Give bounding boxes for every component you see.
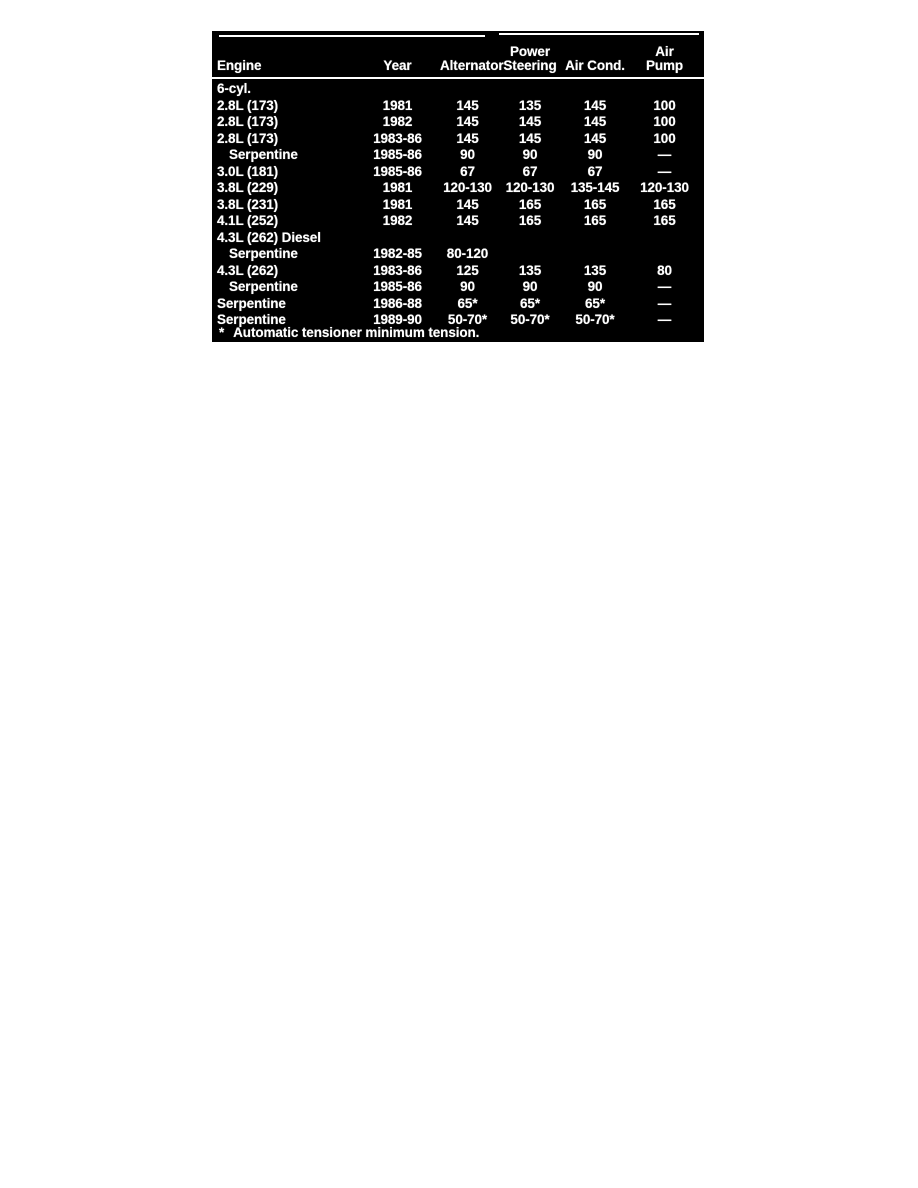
power-steering-cell: 67 [522, 163, 538, 179]
table-row [212, 213, 704, 230]
footnote-text: Automatic tensioner minimum tension. [233, 325, 480, 340]
engine-cell: 4.3L (262) [217, 262, 279, 278]
col-header-air-pump [625, 37, 704, 78]
air-cond-cell: 50-70* [575, 312, 615, 327]
year-cell [355, 230, 440, 247]
air-cond-cell [565, 78, 625, 98]
engine-cell: 2.8L (173) [217, 114, 279, 129]
alternator-cell: 145 [456, 213, 479, 228]
col-header-engine-label: Engine [217, 58, 262, 73]
air-cond-cell: 90 [587, 147, 603, 162]
col-header-power-steering [495, 37, 565, 78]
belt-tension-spec-table [212, 37, 704, 329]
air-pump-cell: 100 [653, 97, 676, 113]
year-cell: 1982 [382, 114, 413, 129]
air-cond-cell: 145 [583, 114, 607, 129]
engine-cell: 6-cyl. [217, 81, 251, 96]
table-header [212, 37, 704, 78]
year-cell: 1982-85 [373, 246, 422, 261]
belt-tension-table [212, 31, 704, 342]
col-header-air-pump-top: Air [655, 44, 674, 59]
air-pump-cell: 100 [653, 114, 676, 129]
top-rule-left [219, 35, 485, 37]
power-steering-cell: 120-130 [505, 180, 555, 195]
engine-cell: Serpentine [229, 279, 298, 294]
alternator-cell: 67 [460, 163, 475, 179]
footnote [219, 325, 479, 341]
col-header-air-pump-label: Pump [645, 58, 684, 73]
power-steering-cell [495, 230, 565, 247]
table-row [212, 197, 704, 214]
table-row [212, 98, 704, 115]
year-cell: 1983-86 [373, 262, 422, 278]
air-pump-cell [625, 246, 704, 263]
year-cell [355, 78, 440, 98]
air-cond-cell: 145 [583, 130, 607, 146]
engine-cell: Serpentine [229, 246, 298, 261]
engine-cell: 3.8L (231) [217, 196, 279, 212]
alternator-cell: 90 [460, 279, 475, 294]
year-cell: 1982 [382, 213, 413, 228]
air-pump-cell: — [657, 147, 672, 162]
air-cond-cell: 145 [583, 97, 607, 113]
year-cell: 1985-86 [373, 279, 422, 294]
power-steering-cell: 135 [518, 262, 542, 278]
engine-cell: 3.0L (181) [217, 163, 279, 179]
col-header-air-cond-label: Air Cond. [565, 58, 625, 73]
air-pump-cell [625, 78, 704, 98]
table-row [212, 279, 704, 296]
alternator-cell: 80-120 [446, 246, 489, 261]
col-header-air-cond [565, 37, 625, 78]
power-steering-cell [495, 246, 565, 263]
power-steering-cell [495, 78, 565, 98]
col-header-year [355, 37, 440, 78]
air-cond-cell [565, 246, 625, 263]
alternator-cell: 90 [460, 147, 475, 162]
table-row [212, 180, 704, 197]
engine-cell: 2.8L (173) [217, 130, 279, 146]
footnote-marker: * [219, 325, 225, 340]
col-header-year-label: Year [383, 58, 412, 73]
year-cell: 1981 [382, 180, 413, 195]
col-header-power-steering-top: Power [509, 44, 550, 59]
power-steering-cell: 145 [518, 114, 542, 129]
engine-cell: 4.1L (252) [217, 213, 279, 228]
air-cond-cell [565, 230, 625, 247]
air-pump-cell: — [657, 279, 672, 294]
table-row [212, 263, 704, 280]
power-steering-cell: 90 [522, 279, 538, 294]
engine-cell: Serpentine [229, 147, 298, 162]
alternator-cell: 65* [457, 295, 478, 311]
section-row [212, 78, 704, 98]
year-cell: 1983-86 [373, 130, 422, 146]
alternator-cell [440, 230, 495, 247]
air-pump-cell [625, 230, 704, 247]
alternator-cell: 145 [456, 114, 479, 129]
table-body [212, 78, 704, 329]
engine-cell: 3.8L (229) [217, 180, 279, 195]
engine-cell: 4.3L (262) Diesel [217, 229, 321, 245]
top-rule-right [499, 33, 699, 35]
alternator-cell [440, 78, 495, 98]
col-header-engine [212, 37, 355, 78]
air-cond-cell: 135 [583, 262, 607, 278]
power-steering-cell: 50-70* [510, 312, 550, 327]
air-pump-cell: 100 [653, 130, 676, 146]
year-cell: 1981 [382, 196, 413, 212]
col-header-alternator [440, 37, 504, 78]
alternator-cell: 125 [456, 262, 479, 278]
table-row [212, 296, 704, 313]
year-cell: 1981 [382, 97, 413, 113]
air-pump-cell: 165 [653, 196, 676, 212]
table-row [212, 230, 704, 247]
table-row [212, 164, 704, 181]
power-steering-cell: 90 [522, 147, 538, 162]
air-cond-cell: 135-145 [570, 180, 620, 195]
power-steering-cell: 165 [518, 213, 542, 228]
alternator-cell: 50-70* [447, 312, 488, 327]
air-cond-cell: 165 [583, 213, 607, 228]
col-header-power-steering-label: Steering [503, 58, 557, 73]
air-cond-cell: 65* [585, 295, 605, 311]
year-cell: 1989-90 [373, 312, 422, 327]
engine-cell: 2.8L (173) [217, 97, 279, 113]
alternator-cell: 145 [456, 97, 479, 113]
year-cell: 1985-86 [373, 147, 422, 162]
alternator-cell: 145 [456, 130, 479, 146]
air-pump-cell: — [657, 163, 672, 179]
table-row [212, 114, 704, 131]
power-steering-cell: 135 [518, 97, 542, 113]
air-pump-cell: — [657, 295, 672, 311]
air-cond-cell: 165 [583, 196, 607, 212]
engine-cell: Serpentine [217, 312, 286, 327]
engine-cell: Serpentine [217, 295, 286, 311]
table-row [212, 246, 704, 263]
table-row [212, 147, 704, 164]
air-pump-cell: 165 [653, 213, 676, 228]
power-steering-cell: 65* [520, 295, 540, 311]
table-row [212, 131, 704, 148]
power-steering-cell: 165 [518, 196, 542, 212]
air-cond-cell: 67 [587, 163, 603, 179]
power-steering-cell: 145 [518, 130, 542, 146]
year-cell: 1985-86 [373, 163, 422, 179]
col-header-alternator-label: Alternator [440, 58, 504, 73]
alternator-cell: 120-130 [443, 180, 492, 195]
header-row [212, 37, 704, 78]
alternator-cell: 145 [456, 196, 479, 212]
air-pump-cell: — [657, 312, 672, 327]
air-pump-cell: 120-130 [640, 180, 689, 195]
year-cell: 1986-88 [373, 295, 422, 311]
air-cond-cell: 90 [587, 279, 603, 294]
air-pump-cell: 80 [657, 262, 672, 278]
